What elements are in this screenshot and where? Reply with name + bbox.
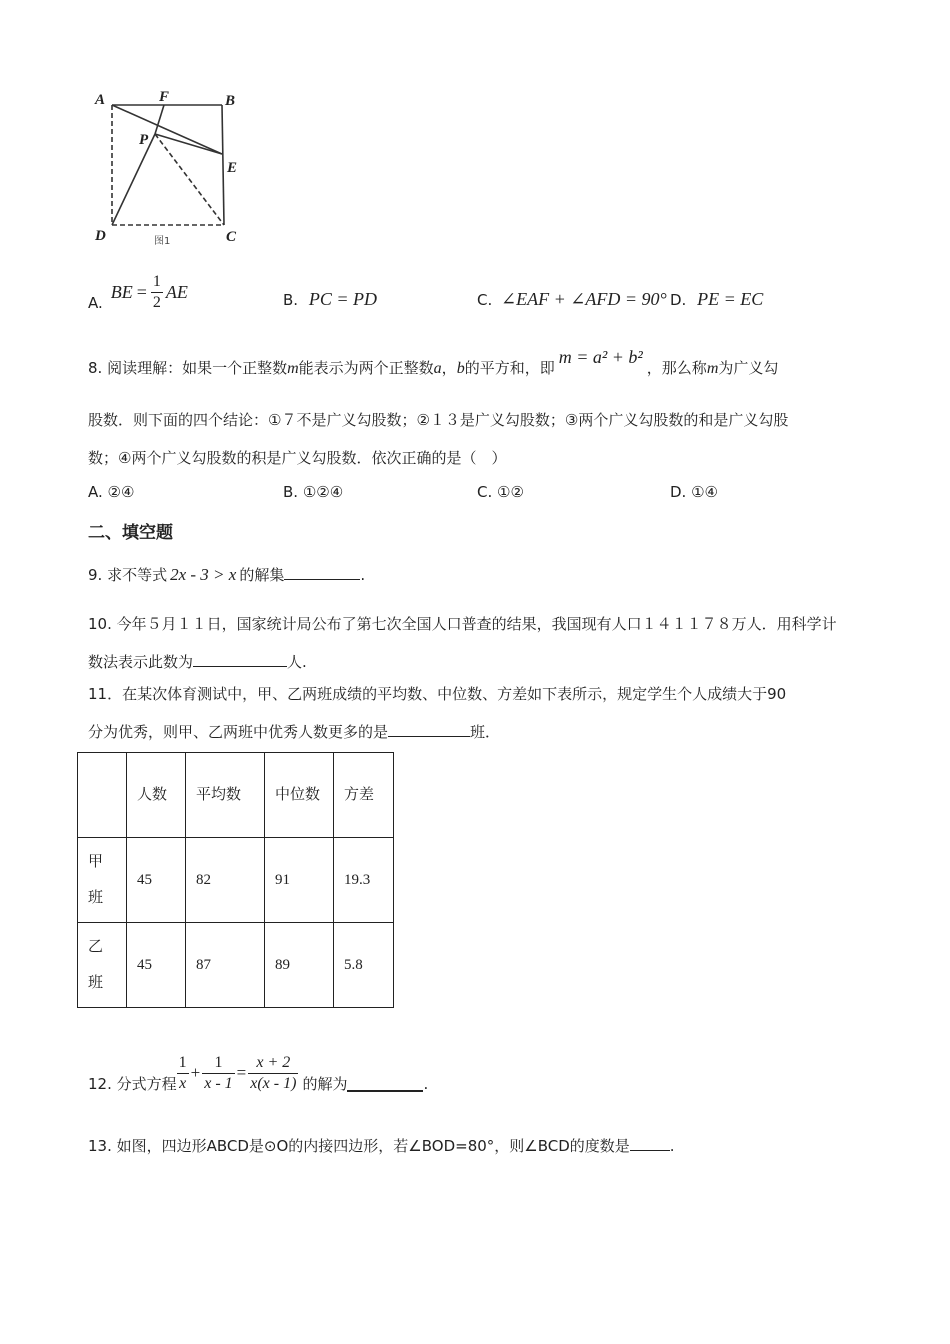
q10-suffix: 人. [287,653,307,671]
geometry-figure [92,84,252,249]
q13-answer-blank[interactable] [630,1134,670,1151]
segment-ae [112,105,222,154]
q12-end: . [423,1075,429,1093]
q8-text-e: 为广义勾 [718,359,779,377]
q8-line1 [88,347,779,386]
q8-m2: m [706,360,719,377]
q9-end: . [360,566,366,584]
q12-fraction-3 [248,1053,298,1094]
label-e: E [227,160,238,176]
q7-option-d [670,289,763,310]
label-a: A [95,92,106,108]
q7-option-a-eq: = [136,281,147,302]
q7-option-c-text: ∠EAF + ∠AFD = 90° [501,289,667,309]
q11-line1: 11．在某次体育测试中，甲、乙两班成绩的平均数、中位数、方差如下表所示，规定学生个人成绩大于90 [88,685,787,703]
q7-option-a-letter: A. [88,294,103,312]
table-cell-class: 乙班 [78,923,127,1008]
segment-fp [155,105,164,134]
segment-pe [155,134,222,154]
q12-fraction-2 [202,1053,234,1094]
table-header-cell [78,753,127,838]
q8-text-b: 能表示为两个正整数 [298,359,434,377]
q10-prefix: 数法表示此数为 [88,653,194,671]
q7-option-a [88,270,188,314]
table-cell: 45 [127,838,186,923]
q12-f1-num: 1 [177,1053,189,1074]
q11-suffix: 班． [470,723,501,741]
q12-eq: = [236,1063,247,1082]
q11-prefix: 分为优秀，则甲、乙两班中优秀人数更多的是 [88,723,389,741]
edge-bc [222,105,224,225]
q12 [88,1046,428,1100]
q12-f3-num: x + 2 [248,1053,298,1074]
table-row [78,838,394,923]
table-header-row [78,753,394,838]
q12-plus: + [190,1063,201,1082]
q8-option-d: D. ①④ [670,483,718,501]
q9 [88,563,365,585]
table-cell: 5.8 [334,923,394,1008]
q9-answer-blank[interactable] [284,563,360,580]
q11-line2 [88,720,500,742]
q12-f2-den: x - 1 [204,1074,233,1092]
q8-line3: 数；④两个广义勾股数的积是广义勾股数．依次正确的是（ ） [88,449,507,467]
stats-table [77,752,394,1008]
table-cell: 82 [186,838,265,923]
q8-option-c: C. ①② [477,483,524,501]
table-header-cell: 人数 [127,753,186,838]
q9-prefix: 9. 求不等式 [88,566,168,584]
q7-option-a-fraction [151,272,163,313]
q8-a: a [433,360,442,377]
q8-formula: m = a² + b² [558,347,643,367]
q10-line1: 10. 今年５月１１日，国家统计局公布了第七次全国人口普查的结果，我国现有人口１４１１７８万人．用科学计 [88,615,837,633]
q7-option-a-lhs: BE [110,281,133,302]
label-f: F [159,89,170,105]
q8-comma: ， [441,359,457,377]
segment-dp [112,134,155,225]
label-b: B [225,93,236,109]
label-p: P [139,132,149,148]
section-title: 二、填空题 [88,523,173,543]
q8-m: m [287,360,299,377]
q8-b: b [456,360,465,377]
q12-f3-den: x(x - 1) [250,1074,297,1092]
table-cell: 87 [186,923,265,1008]
label-c: C [226,229,237,245]
table-row [78,923,394,1008]
q7-option-a-rhs: AE [165,281,188,302]
q12-prefix: 12. 分式方程 [88,1075,177,1093]
q13 [88,1134,675,1156]
table-header-cell: 方差 [334,753,394,838]
q7-option-b-letter: B. [283,291,299,309]
q13-end: . [669,1137,675,1155]
q10-line2 [88,650,307,672]
table-cell: 89 [265,923,334,1008]
label-d: D [95,228,106,244]
q7-option-c-letter: C. [477,291,493,309]
q12-fraction-1 [177,1053,189,1094]
table-cell-class: 甲班 [78,838,127,923]
table-header-cell: 平均数 [186,753,265,838]
q12-answer-blank[interactable] [347,1074,423,1092]
q8-line2: 股数．则下面的四个结论：①７不是广义勾股数；②１３是广义勾股数；③两个广义勾股数的和是广义勾股 [88,411,789,429]
table-header-cell: 中位数 [265,753,334,838]
q8-option-b: B. ①②④ [283,483,344,501]
q7-option-a-den: 2 [152,293,161,311]
q7-option-c [477,289,667,310]
q12-f1-den: x [179,1074,187,1092]
q7-option-d-text: PE = EC [697,289,764,309]
q8-text-d: ，那么称 [646,359,707,377]
q7-option-b [283,289,377,310]
q7-option-a-num: 1 [151,272,163,293]
q10-answer-blank[interactable] [193,650,287,667]
q7-option-d-letter: D. [670,291,687,309]
table-cell: 45 [127,923,186,1008]
table-cell: 19.3 [334,838,394,923]
q8-option-a: A. ②④ [88,483,135,501]
q12-f2-num: 1 [202,1053,234,1074]
table-cell: 91 [265,838,334,923]
q8-text-a: 8. 阅读理解：如果一个正整数 [88,359,288,377]
q7-option-b-text: PC = PD [308,289,377,309]
segment-pc [155,134,224,225]
q11-answer-blank[interactable] [388,720,470,737]
q12-suffix: 的解为 [302,1075,348,1093]
figure-caption: 图1 [154,236,171,247]
q9-expr: 2x - 3 > x [170,565,237,584]
q9-suffix: 的解集 [239,566,285,584]
q13-text: 13. 如图，四边形ABCD是⊙O的内接四边形，若∠BOD=80°，则∠BCD的度数是 [88,1137,630,1155]
q8-text-c: 的平方和，即 [464,359,555,377]
